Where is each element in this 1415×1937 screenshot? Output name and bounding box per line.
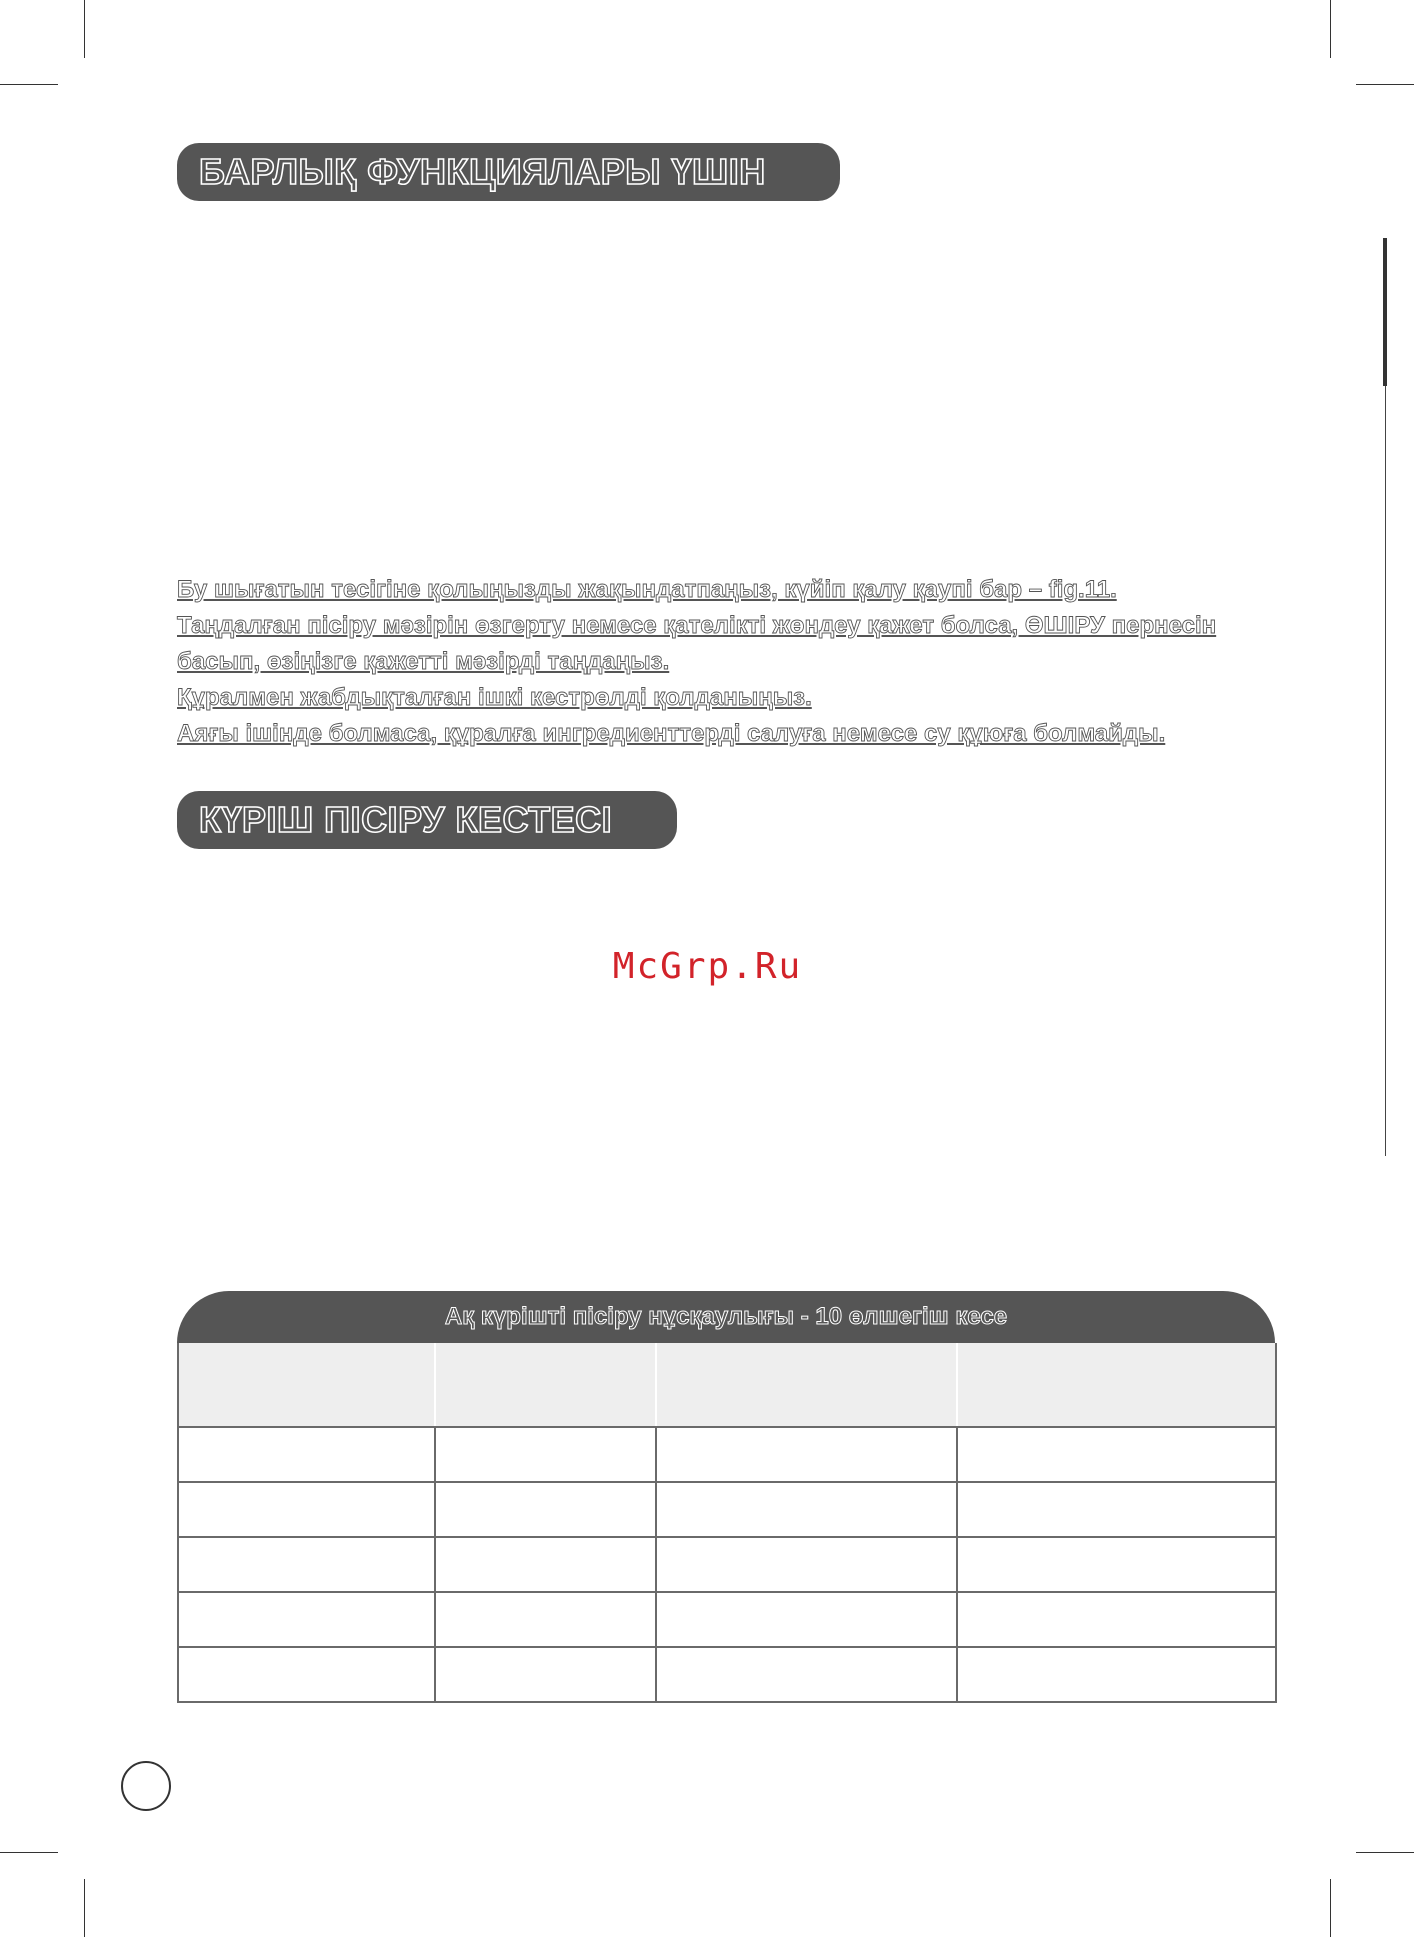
side-tab-marker [1383, 238, 1387, 386]
crop-mark [0, 84, 58, 85]
watermark: McGrp.Ru [612, 946, 803, 987]
table-cell [178, 1537, 435, 1592]
page-number-circle [121, 1761, 171, 1811]
table-header-cell [435, 1343, 656, 1427]
table-cell [656, 1427, 957, 1482]
crop-mark [1356, 84, 1414, 85]
table-cell [957, 1592, 1276, 1647]
table-cell [957, 1537, 1276, 1592]
table-row [178, 1537, 1276, 1592]
table-cell [656, 1647, 957, 1702]
crop-mark [1330, 0, 1331, 58]
table-header-row [178, 1343, 1276, 1427]
crop-mark [1330, 1879, 1331, 1937]
table-cell [435, 1592, 656, 1647]
table-cell [957, 1647, 1276, 1702]
table-cell [178, 1592, 435, 1647]
section-heading-all-functions [177, 143, 840, 201]
section-heading-text: КҮРІШ ПІСІРУ КЕСТЕСІ [199, 799, 613, 840]
table-cell [957, 1427, 1276, 1482]
table-title: Ақ күрішті пісіру нұсқаулығы - 10 өлшегіш кесе [444, 1303, 1008, 1330]
crop-mark [1356, 1852, 1414, 1853]
note-item: Аяғы ішінде болмаса, құралға ингредиенттерді салуға немесе су құюға болмайды. [177, 720, 1166, 747]
table-cell [656, 1537, 957, 1592]
table-cell [435, 1647, 656, 1702]
table-cell [178, 1482, 435, 1537]
table-cell [178, 1427, 435, 1482]
table-cell [656, 1482, 957, 1537]
crop-mark [84, 1879, 85, 1937]
table-cell [435, 1427, 656, 1482]
table-row [178, 1647, 1276, 1702]
rice-table-grid [177, 1343, 1277, 1703]
table-cell [435, 1482, 656, 1537]
table-title-bar [177, 1291, 1275, 1343]
side-rule [1385, 386, 1386, 1156]
table-header-cell [178, 1343, 435, 1427]
table-cell [178, 1647, 435, 1702]
crop-mark [84, 0, 85, 58]
note-item: Таңдалған пісіру мәзірін өзгерту немесе қателікті жөндеу қажет болса, ӨШІРУ пернесін басып, өзіңізге қажетті мәзірді таңдаңыз. [177, 612, 1217, 675]
note-item: Құралмен жабдықталған ішкі кестрөлді қолданыңыз. [177, 684, 812, 711]
section-heading-rice-table [177, 791, 677, 849]
table-header-cell [656, 1343, 957, 1427]
rice-cooking-table [177, 1291, 1275, 1703]
table-row [178, 1592, 1276, 1647]
notes-list [177, 572, 1297, 752]
section-heading-text: БАРЛЫҚ ФУНКЦИЯЛАРЫ ҮШІН [199, 151, 766, 192]
table-cell [656, 1592, 957, 1647]
table-header-cell [957, 1343, 1276, 1427]
table-cell [435, 1537, 656, 1592]
table-row [178, 1427, 1276, 1482]
table-cell [957, 1482, 1276, 1537]
note-item: Бу шығатын тесігіне қолыңызды жақындатпаңыз, күйіп қалу қаупі бар – fig.11. [177, 576, 1117, 603]
crop-mark [0, 1852, 58, 1853]
table-row [178, 1482, 1276, 1537]
